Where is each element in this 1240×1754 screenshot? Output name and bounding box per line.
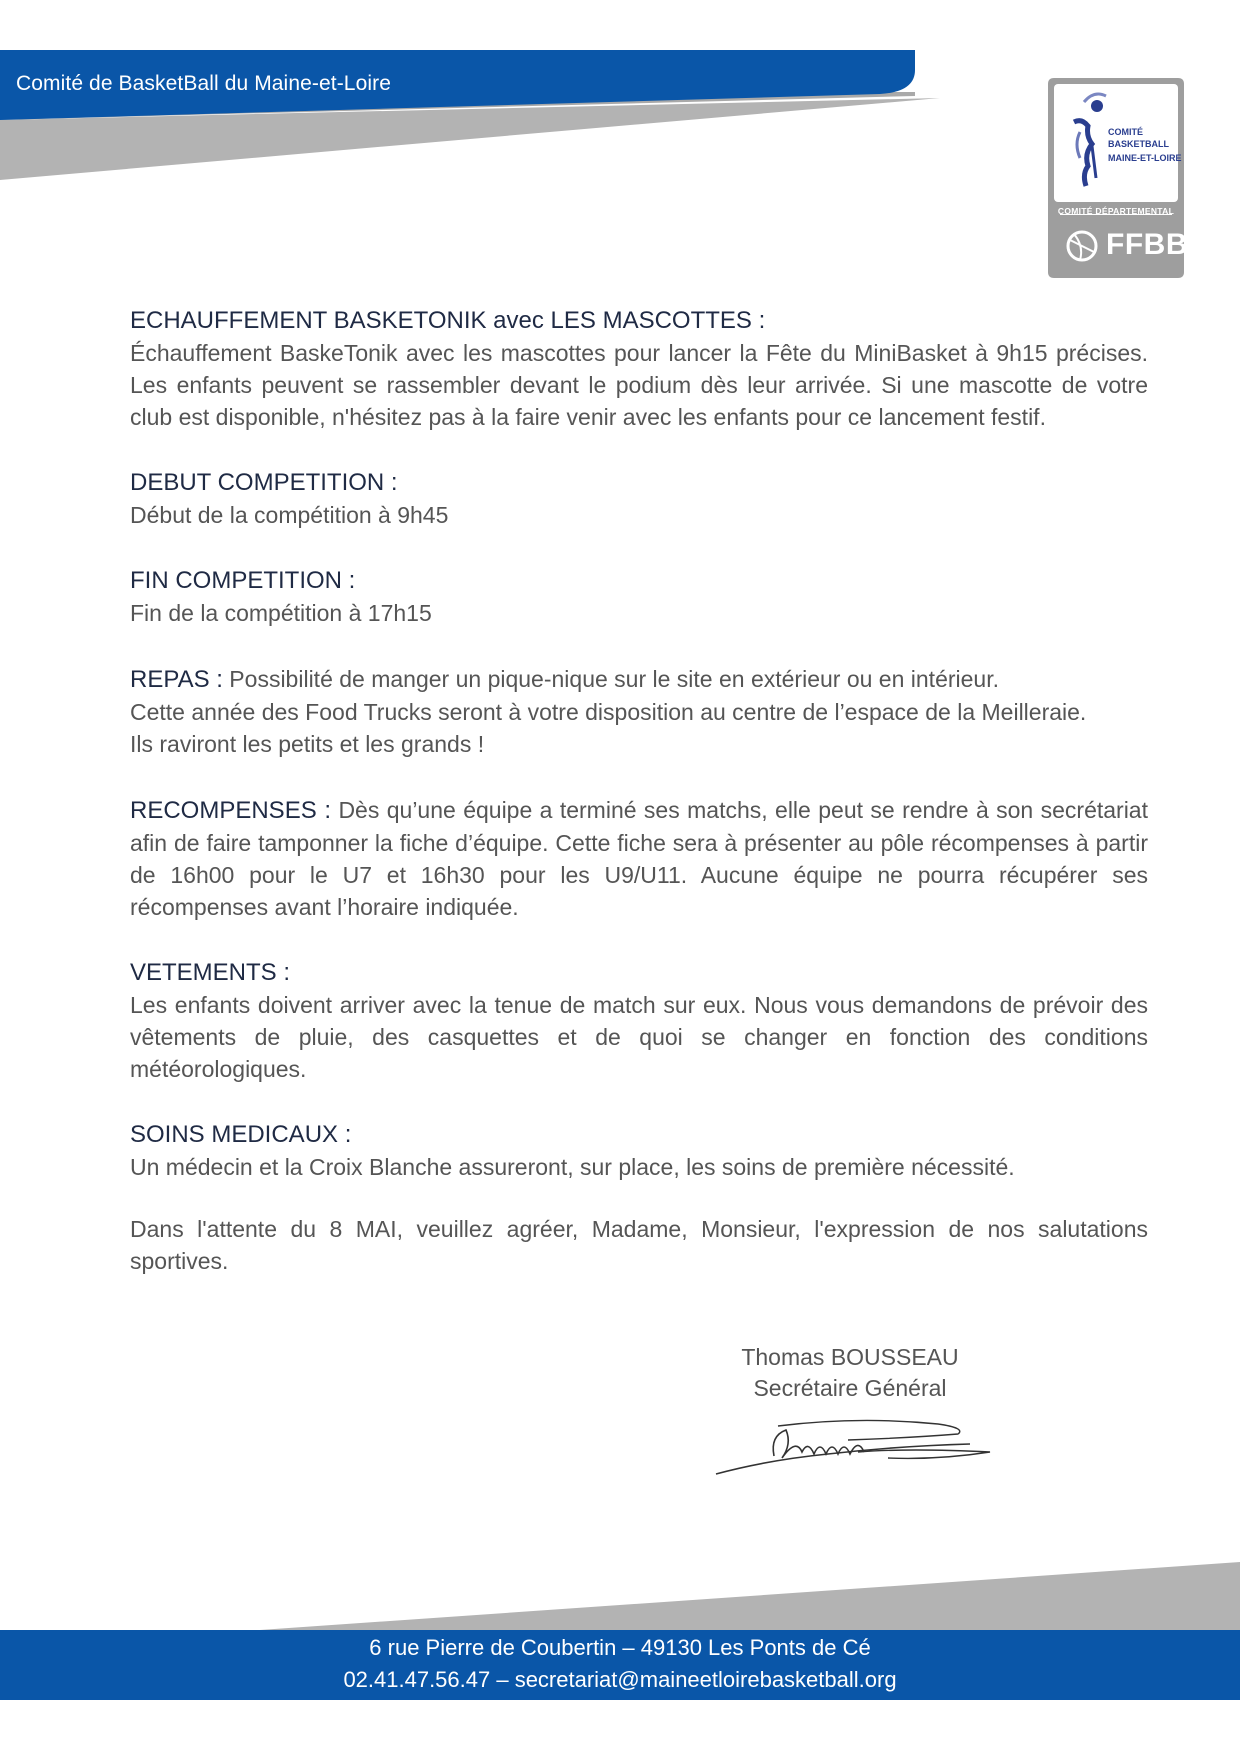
section-body-line: Cette année des Food Trucks seront à votre disposition au centre de l’espace de la Meilleraie. <box>130 699 1087 725</box>
section-body: Début de la compétition à 9h45 <box>130 502 449 528</box>
footer-contact: 02.41.47.56.47 – secretariat@maineetloirebasketball.org <box>343 1667 897 1692</box>
section-heading: VETEMENTS : <box>130 959 291 986</box>
signatory-name: Thomas BOUSSEAU <box>741 1344 959 1370</box>
section-heading: SOINS MEDICAUX : <box>130 1121 352 1148</box>
section-body: Fin de la compétition à 17h15 <box>130 600 432 626</box>
logo-federation: FFBB <box>1106 228 1188 261</box>
section-start <box>130 467 1148 531</box>
section-heading: REPAS : <box>130 666 223 693</box>
committee-logo <box>1044 74 1188 282</box>
section-rewards <box>130 794 1148 923</box>
section-heading: ECHAUFFEMENT BASKETONIK avec LES MASCOTTES : <box>130 307 766 334</box>
section-medical <box>130 1119 1148 1183</box>
section-end <box>130 565 1148 629</box>
section-body: Les enfants doivent arriver avec la tenue de match sur eux. Nous vous demandons de prévoir des vêtements de pluie, des casquettes et de quoi se changer en fonction des conditions météorologiques. <box>130 992 1148 1082</box>
logo-line-2: BASKETBALL <box>1108 139 1169 149</box>
section-clothing <box>130 957 1148 1085</box>
section-heading: FIN COMPETITION : <box>130 567 356 594</box>
handwritten-signature-icon <box>708 1408 998 1478</box>
logo-line-1: COMITÉ <box>1108 127 1143 137</box>
header-title: Comité de BasketBall du Maine-et-Loire <box>16 72 391 95</box>
logo-departmental: COMITÉ DÉPARTEMENTAL <box>1057 206 1175 216</box>
section-body: Dès qu’une équipe a terminé ses matchs, elle peut se rendre à son secrétariat afin de faire tamponner la fiche d’équipe. Cette fiche sera à présenter au pôle récompenses à partir de 16h00 pour le U7 et 16h30 pour les U9/U11. Aucune équipe ne pourra récupérer ses récompenses avant l’horaire indiquée. <box>130 797 1148 920</box>
closing-text: Dans l'attente du 8 MAI, veuillez agréer, Madame, Monsieur, l'expression de nos salutations sportives. <box>130 1216 1148 1274</box>
section-heading: DEBUT COMPETITION : <box>130 469 398 496</box>
section-warmup <box>130 305 1148 433</box>
section-body: Échauffement BaskeTonik avec les mascottes pour lancer la Fête du MiniBasket à 9h15 précises. Les enfants peuvent se rassembler devant le podium dès leur arrivée. Si une mascotte de votre club est disponible, n'hésitez pas à la faire venir avec les enfants pour ce lancement festif. <box>130 340 1148 430</box>
section-heading: RECOMPENSES : <box>130 797 332 824</box>
logo-line-3: MAINE-ET-LOIRE <box>1108 153 1182 163</box>
footer-address: 6 rue Pierre de Coubertin – 49130 Les Ponts de Cé <box>369 1635 871 1660</box>
section-body: Un médecin et la Croix Blanche assureront, sur place, les soins de première nécessité. <box>130 1154 1015 1180</box>
signatory-block <box>700 1342 1000 1404</box>
signatory-role: Secrétaire Général <box>753 1375 947 1401</box>
closing-paragraph <box>130 1213 1148 1277</box>
section-body-line: Possibilité de manger un pique-nique sur le site en extérieur ou en intérieur. <box>222 666 999 692</box>
section-body-line: Ils raviront les petits et les grands ! <box>130 731 485 757</box>
letter-body <box>130 305 1148 1311</box>
section-meals <box>130 663 1148 760</box>
